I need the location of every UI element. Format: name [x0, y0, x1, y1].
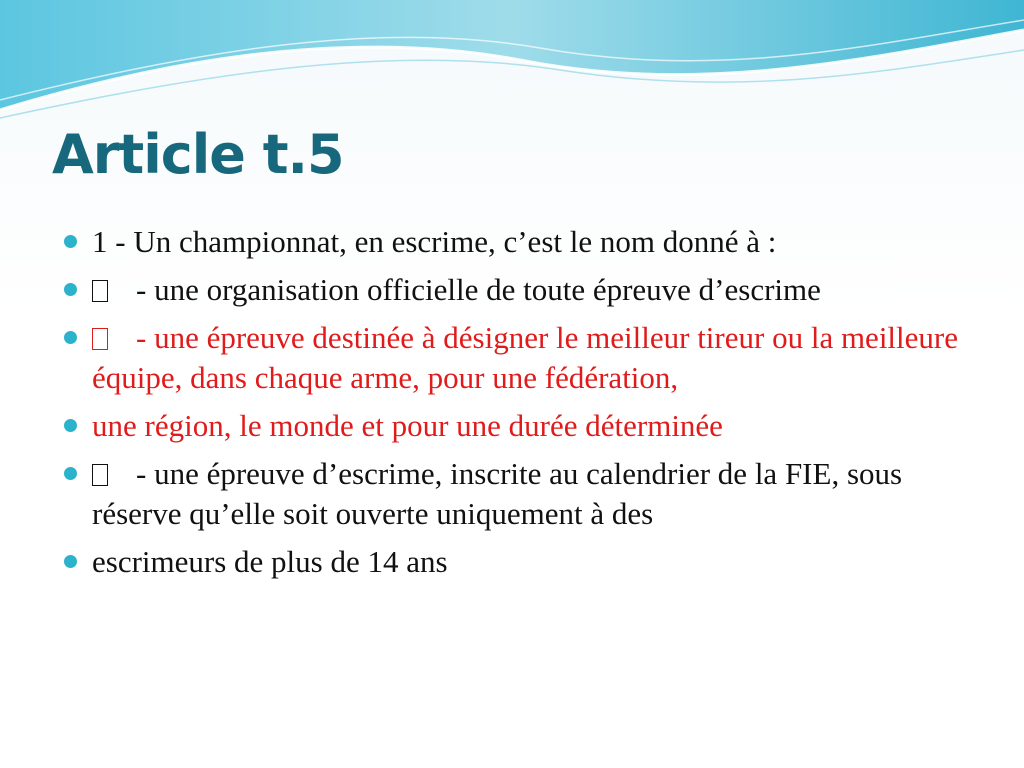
bullet-text: escrimeurs de plus de 14 ans [92, 544, 448, 579]
bullet-text: - une épreuve d’escrime, inscrite au calendrier de la FIE, sous réserve qu’elle soit ouverte uniquement à des [92, 456, 903, 531]
bullet-item [62, 454, 962, 534]
bullet-text: une région, le monde et pour une durée déterminée [92, 408, 723, 443]
bullet-item [62, 222, 962, 262]
missing-glyph-icon [92, 280, 108, 302]
bullet-dot-icon [64, 283, 77, 296]
bullet-dot-icon [64, 419, 77, 432]
bullet-item [62, 270, 962, 310]
bullet-text: - une épreuve destinée à désigner le meilleur tireur ou la meilleure équipe, dans chaque arme, pour une fédération, [92, 320, 958, 395]
bullet-text: - une organisation officielle de toute épreuve d’escrime [136, 272, 821, 307]
missing-glyph-icon [92, 328, 108, 350]
bullet-dot-icon [64, 235, 77, 248]
bullet-dot-icon [64, 555, 77, 568]
bullet-item [62, 318, 962, 398]
bullet-item [62, 406, 962, 446]
bullet-dot-icon [64, 467, 77, 480]
header-wave-decoration [0, 0, 1024, 120]
bullet-dot-icon [64, 331, 77, 344]
missing-glyph-icon [92, 464, 108, 486]
slide-title: Article t.5 [52, 123, 344, 186]
bullet-text: 1 - Un championnat, en escrime, c’est le nom donné à : [92, 224, 777, 259]
bullet-item [62, 542, 962, 582]
bullet-list [62, 222, 962, 590]
